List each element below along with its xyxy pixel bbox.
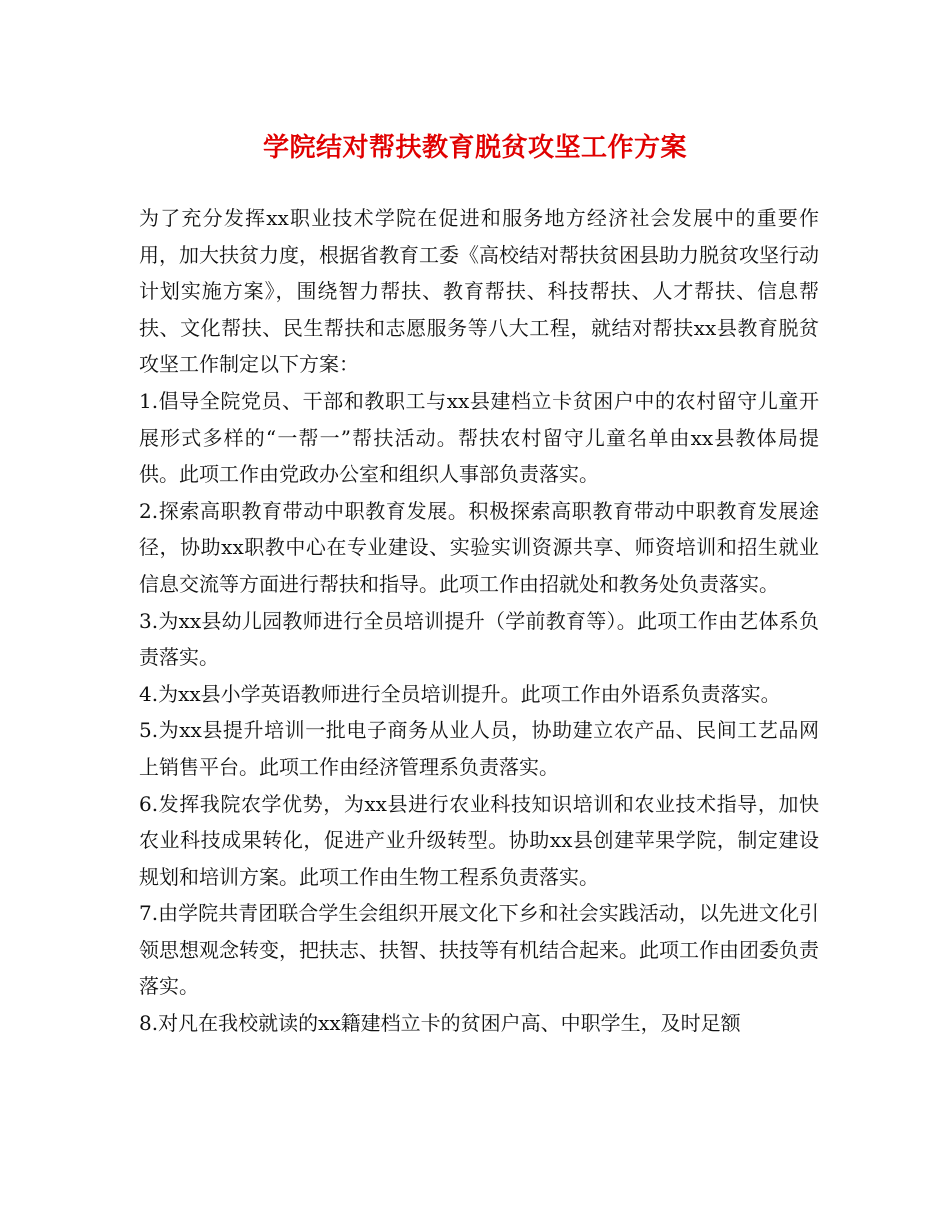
list-item: 3.为xx县幼儿园教师进行全员培训提升（学前教育等）。此项工作由艺体系负责落实。 [139,608,819,670]
list-item: 4.为xx县小学英语教师进行全员培训提升。此项工作由外语系负责落实。 [139,681,781,706]
list-item: 6.发挥我院农学优势，为xx县进行农业科技知识培训和农业技术指导，加快农业科技成果转化，促进产业升级转型。协助xx县创建苹果学院，制定建设规划和培训方案。此项工作由生物工程系负责落实。 [139,791,819,889]
list-item: 1.倡导全院党员、干部和教职工与xx县建档立卡贫困户中的农村留守儿童开展形式多样的“一帮一”帮扶活动。帮扶农村留守儿童名单由xx县教体局提供。此项工作由党政办公室和组织人事部负责落实。 [139,388,819,487]
list-item: 2.探索高职教育带动中职教育发展。积极探索高职教育带动中职教育发展途径，协助xx职教中心在专业建设、实验实训资源共享、师资培训和招生就业信息交流等方面进行帮扶和指导。此项工作由招就处和教务处负责落实。 [139,498,819,596]
list-item: 5.为xx县提升培训一批电子商务从业人员，协助建立农产品、民间工艺品网上销售平台。此项工作由经济管理系负责落实。 [139,718,819,779]
intro-paragraph: 为了充分发挥xx职业技术学院在促进和服务地方经济社会发展中的重要作用，加大扶贫力度，根据省教育工委《高校结对帮扶贫困县助力脱贫攻坚行动计划实施方案》，围绕智力帮扶、教育帮扶、科技帮扶、人才帮扶、信息帮扶、文化帮扶、民生帮扶和志愿服务等八大工程，就结对帮扶xx县教育脱贫攻坚工作制定以下方案： [139,206,819,377]
document-body [139,200,819,1042]
list-item: 8.对凡在我校就读的xx籍建档立卡的贫困户高、中职学生，及时足额 [139,1011,741,1036]
list-item: 7.由学院共青团联合学生会组织开展文化下乡和社会实践活动，以先进文化引领思想观念转变，把扶志、扶智、扶技等有机结合起来。此项工作由团委负责落实。 [139,901,819,999]
document-title: 学院结对帮扶教育脱贫攻坚工作方案 [262,133,687,163]
